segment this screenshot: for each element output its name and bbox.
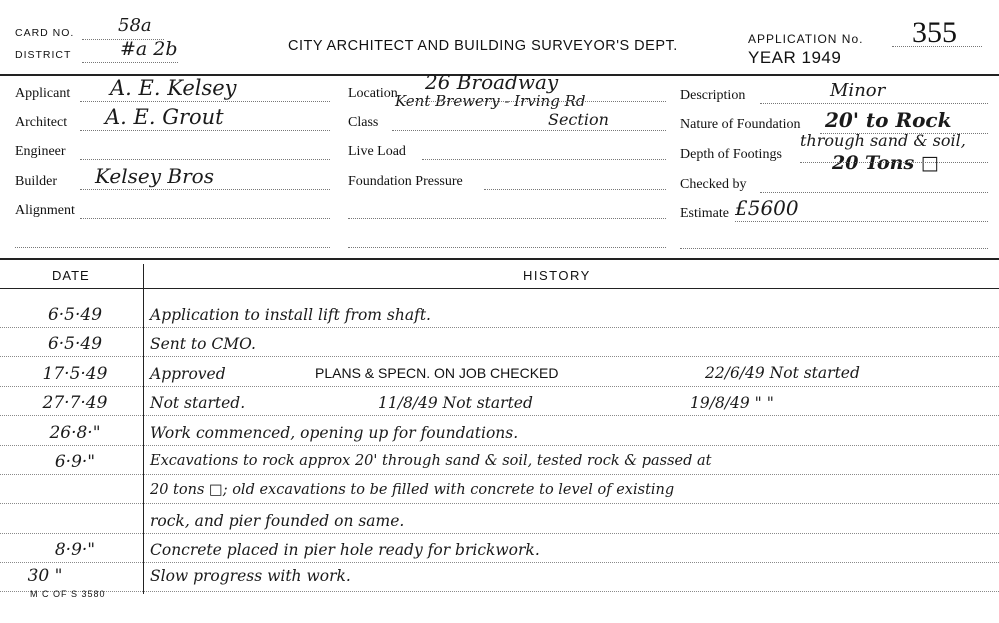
nature-value-line2: through sand & soil, xyxy=(800,131,966,150)
history-date: 26·8·" xyxy=(49,423,101,443)
history-date: 6·5·49 xyxy=(47,305,103,325)
history-entry: rock, and pier founded on same. xyxy=(150,512,405,530)
builder-label: Builder xyxy=(15,174,57,189)
history-entry-extra: 11/8/49 Not started xyxy=(378,394,533,412)
form-code: M C OF S 3580 xyxy=(30,589,106,599)
class-value: Section xyxy=(548,110,609,129)
location-value-line2: Kent Brewery - Irving Rd xyxy=(395,92,586,110)
architect-value: A. E. Grout xyxy=(105,105,224,129)
history-date: 27·7·49 xyxy=(42,393,108,413)
year-label: YEAR 1949 xyxy=(748,48,842,67)
department-title: CITY ARCHITECT AND BUILDING SURVEYOR'S DEPT. xyxy=(288,38,678,54)
estimate-value: £5600 xyxy=(735,196,799,220)
application-label: APPLICATION No. xyxy=(748,32,864,46)
district-value: #a 2b xyxy=(120,38,178,60)
history-column-header: HISTORY xyxy=(523,268,591,283)
history-entry: Work commenced, opening up for foundations. xyxy=(150,424,519,442)
history-top-rule xyxy=(0,258,999,260)
alignment-label: Alignment xyxy=(15,203,75,218)
district-label: DISTRICT xyxy=(15,49,72,61)
class-label: Class xyxy=(348,115,379,130)
history-date: 6·5·49 xyxy=(47,334,103,354)
card-no-value: 58a xyxy=(118,15,152,36)
history-entry: Application to install lift from shaft. xyxy=(150,306,431,324)
estimate-label: Estimate xyxy=(680,206,729,221)
history-header-rule xyxy=(0,288,999,289)
history-entry-extra: 22/6/49 Not started xyxy=(705,364,860,382)
date-column-header: DATE xyxy=(52,268,90,283)
description-label: Description xyxy=(680,88,746,103)
foundation-pressure-label: Foundation Pressure xyxy=(348,174,463,189)
history-entry: Slow progress with work. xyxy=(150,567,351,585)
live-load-label: Live Load xyxy=(348,144,406,159)
date-column-divider xyxy=(143,264,144,594)
history-entry: 20 tons □; old excavations to be filled with concrete to level of existing xyxy=(150,482,675,498)
engineer-label: Engineer xyxy=(15,144,66,159)
history-entry: Concrete placed in pier hole ready for brickwork. xyxy=(150,541,540,559)
history-entry: Not started. xyxy=(150,394,246,412)
description-value: Minor xyxy=(830,80,886,101)
applicant-label: Applicant xyxy=(15,86,71,101)
applicant-value: A. E. Kelsey xyxy=(110,76,237,100)
nature-label: Nature of Foundation xyxy=(680,117,801,132)
history-date: 30 " xyxy=(27,566,63,586)
architect-label: Architect xyxy=(15,115,68,130)
nature-value: 20' to Rock xyxy=(825,108,952,132)
card-no-label: CARD NO. xyxy=(15,27,75,39)
depth-label: Depth of Footings xyxy=(680,147,782,162)
approval-stamp: PLANS & SPECN. ON JOB CHECKED xyxy=(315,365,559,381)
history-date: 17·5·49 xyxy=(42,364,108,384)
location-label: Location xyxy=(348,86,398,101)
depth-value: 20 Tons □ xyxy=(832,152,939,174)
history-date: 8·9·" xyxy=(54,540,96,560)
builder-value: Kelsey Bros xyxy=(95,164,214,188)
history-entry: Excavations to rock approx 20' through sand & soil, tested rock & passed at xyxy=(150,453,712,469)
history-date: 6·9·" xyxy=(54,452,96,472)
checked-by-label: Checked by xyxy=(680,177,747,192)
history-entry-extra: 19/8/49 " " xyxy=(690,394,774,412)
history-entry: Approved xyxy=(150,365,226,383)
history-entry: Sent to CMO. xyxy=(150,335,256,353)
location-value: 26 Broadway xyxy=(425,70,559,94)
application-number: 355 xyxy=(912,16,957,49)
